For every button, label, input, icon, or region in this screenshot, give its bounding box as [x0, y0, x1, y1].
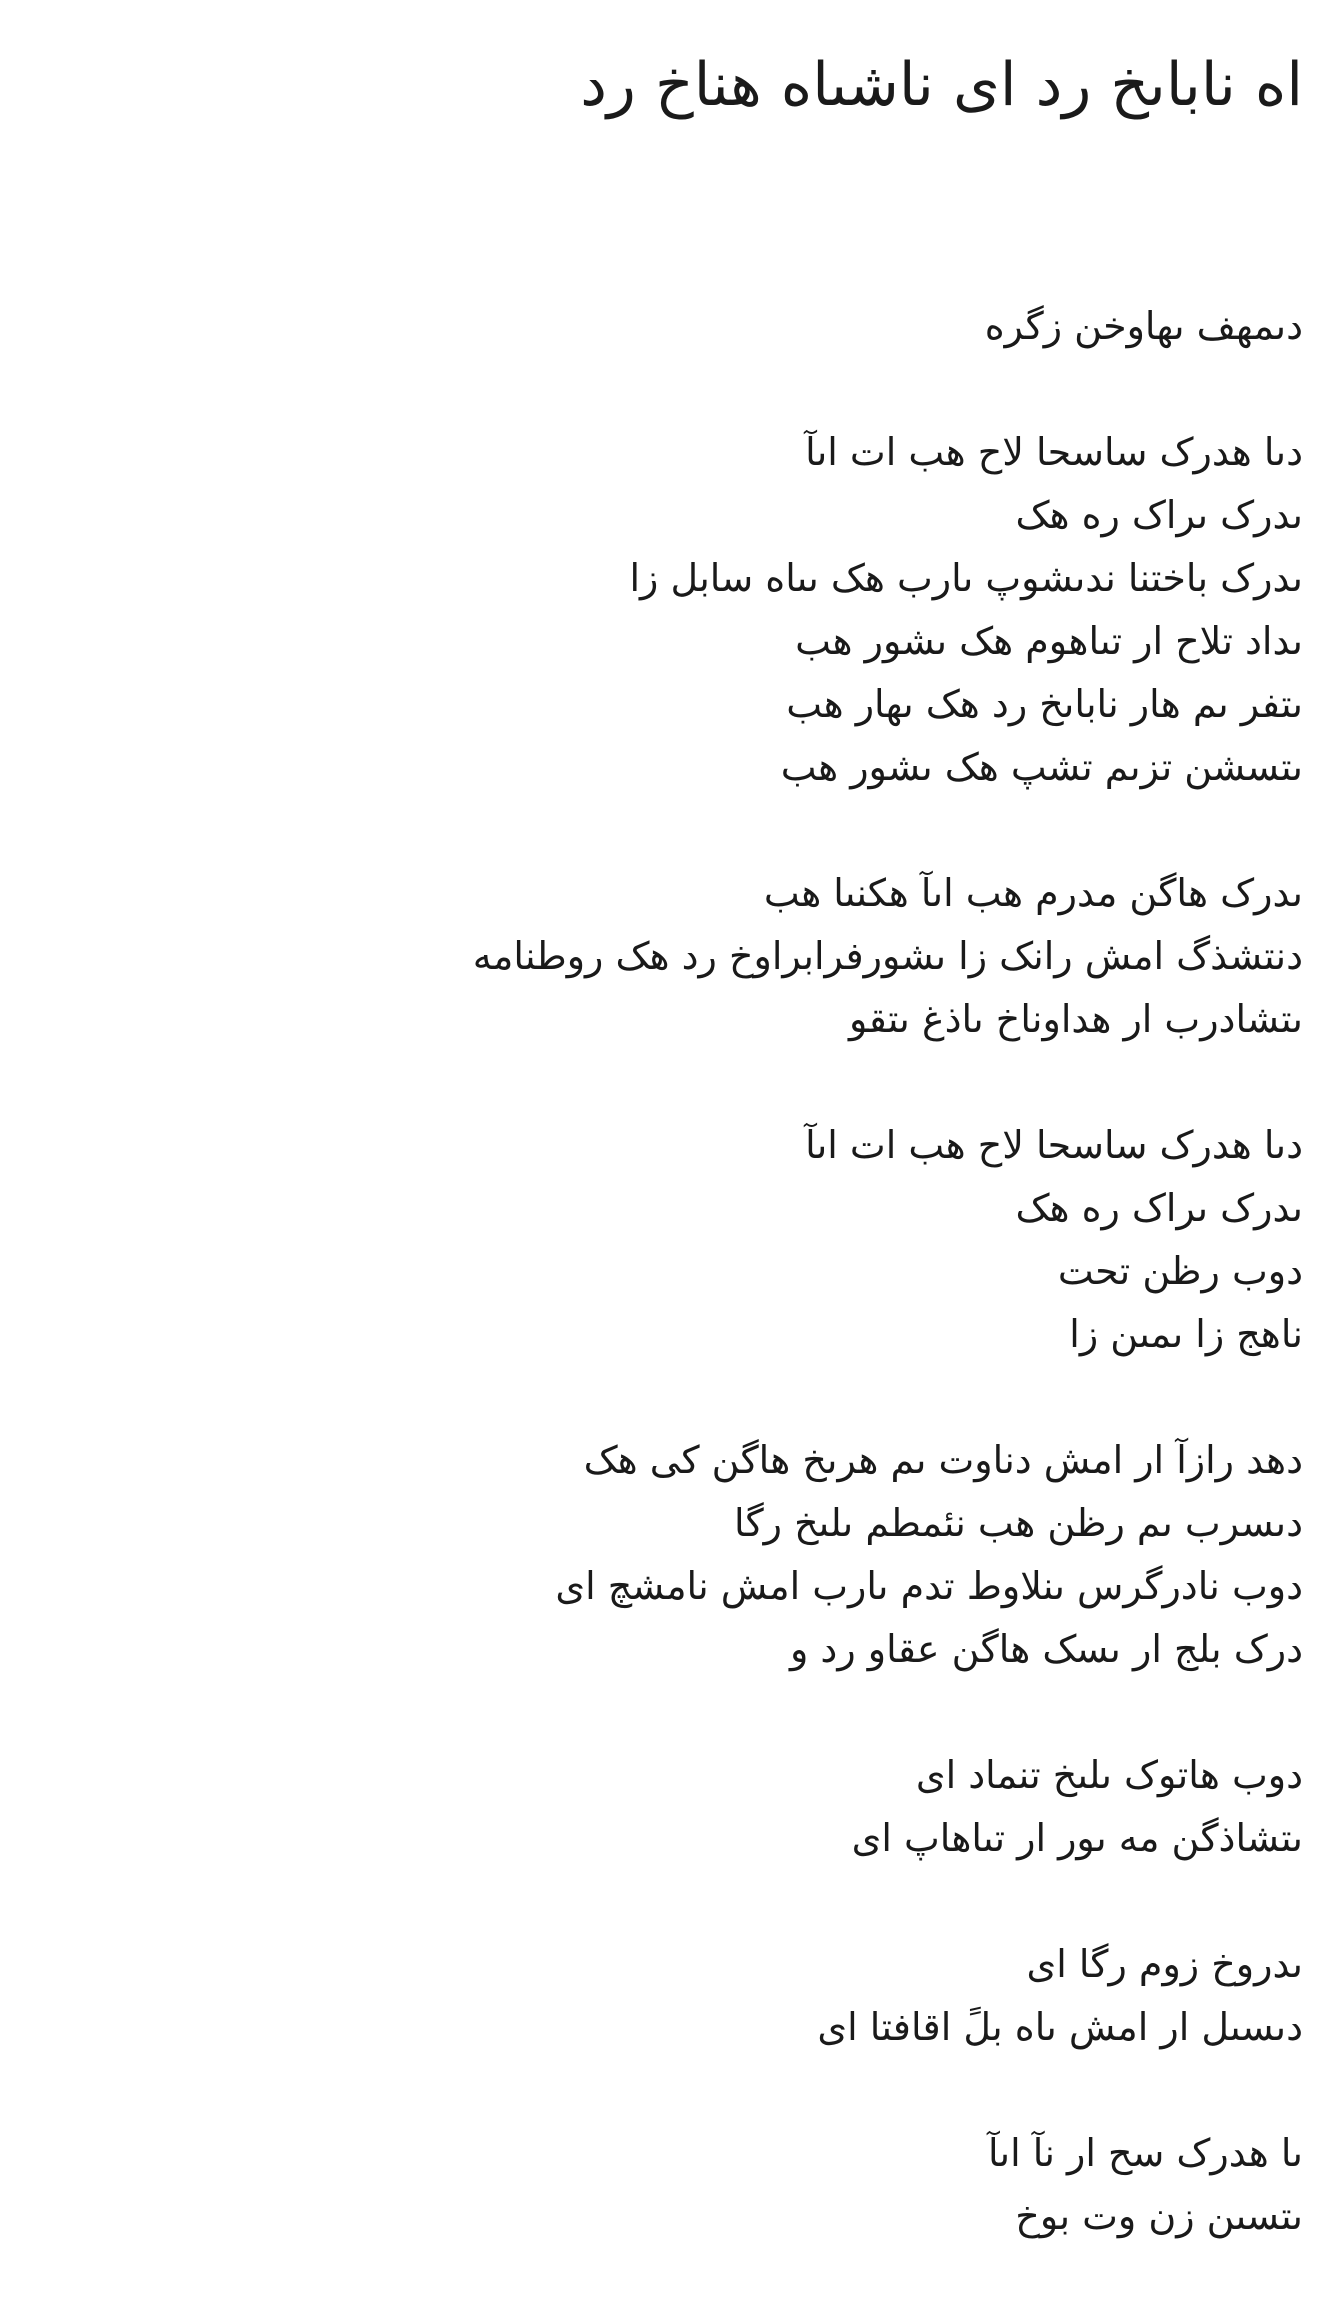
- poem-line: دوب نادرگرس ىنلاوط تدم ىارب امش نامشچ اى: [555, 1564, 1303, 1608]
- poem-line: ىتشادرب ار هداوناخ ىاذغ ىتقو: [848, 997, 1303, 1041]
- poem-stanza: [43, 1933, 1303, 2059]
- poem-stanza: [43, 421, 1303, 799]
- poem-line: دىمهف ىهاوخن زگره: [984, 304, 1303, 348]
- poem-stanza: [43, 2122, 1303, 2248]
- poem-line: ىداد تلاح ار تىاهوم هک ىشور هب: [795, 619, 1303, 663]
- poem-stanza: [43, 295, 1303, 358]
- poem-line: دىا هدرک ساسحا لاح هب ات اىآ: [805, 430, 1303, 474]
- poem-line: ىتفر ىم هار ناباىخ رد هک ىهار هب: [786, 682, 1303, 726]
- poem-line: دىسىل ار امش ىاه بلً اقافتا اى: [817, 2005, 1303, 2049]
- poem-line: ىدرک ىراک ره هک: [1015, 1186, 1303, 1230]
- poem-line: دوب هاتوک ىلىخ تنماد اى: [915, 1753, 1303, 1797]
- poem-stanza: [43, 1114, 1303, 1366]
- poem-line: دنتشذگ امش رانک زا ىشورفرابراوخ رد هک روطنامه: [472, 934, 1303, 978]
- poem-line: ىدروخ زوم رگا اى: [1026, 1942, 1303, 1986]
- poem-stanza: [43, 1744, 1303, 1870]
- poem-line: ىتشاذگن مه ىور ار تىاهاپ اى: [851, 1816, 1303, 1860]
- poem-line: دهد رازآ ار امش دناوت ىم هرىخ هاگن کى هک: [583, 1438, 1303, 1482]
- poem-line: ىدرک هاگن مدرم هب اىآ هکنىا هب: [763, 871, 1303, 915]
- poem-title: اه ناباىخ رد اى ناشىاه هناخ رد: [580, 50, 1303, 120]
- poem-line: دوب رظن تحت: [1057, 1249, 1303, 1293]
- poem-stanza: [43, 1429, 1303, 1681]
- poem-line: ناهج زا ىمىن زا: [1069, 1312, 1303, 1356]
- poem-line: درک بلج ار ىسک هاگن عقاو رد و: [790, 1627, 1303, 1671]
- poem-body: [43, 295, 1303, 2311]
- poem-line: ىا هدرک سح ار نآ اىآ: [987, 2131, 1303, 2175]
- poem-line: ىتسىن زن وت بوخ: [1015, 2194, 1303, 2238]
- poem-line: دىا هدرک ساسحا لاح هب ات اىآ: [805, 1123, 1303, 1167]
- poem-line: دىسرب ىم رظن هب نئمطم ىلىخ رگا: [734, 1501, 1303, 1545]
- poem-line: ىتسشن تزىم تشپ هک ىشور هب: [780, 745, 1303, 789]
- poem-stanza: [43, 862, 1303, 1051]
- poem-line: ىدرک باختنا ندىشوپ ىارب هک ىىاه سابل زا: [629, 556, 1303, 600]
- poem-line: ىدرک ىراک ره هک: [1015, 493, 1303, 537]
